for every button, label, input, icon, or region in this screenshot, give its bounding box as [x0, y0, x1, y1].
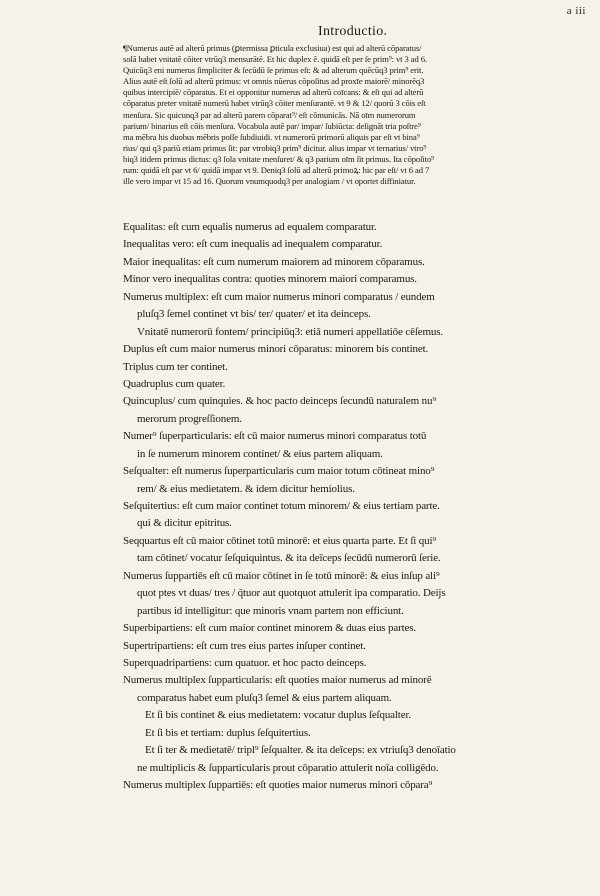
folio-signature: a iii [566, 5, 586, 17]
text-line: cōparatus preter vnitatē numerū habet vtrūq3 cōiter menſurantē. vt 9 & 12/ quorū 3 cōis eſt [123, 98, 426, 109]
definition-line: Numerus ſuppartiēs eſt cū maior cōtinet in ſe totū minorē: & eius inſup ali⁹ [123, 569, 440, 582]
definition-line: Quadruplus cum quater. [123, 377, 226, 390]
definition-line: Quincuplus/ cum quinquies. & hoc pacto deinceps ſecundū naturalem nu⁹ [123, 395, 437, 408]
definition-line: Seqquartus eſt cū maior cōtinet totū minorē: et eius quarta parte. Et ſi qui⁹ [123, 534, 437, 547]
text-line: menſura. Sic quicunq3 par ad alterū parem cōparat⁹/ eſt cōmunicās. Nā oīm numerorum [123, 109, 416, 120]
definition-line: Seſqualter: eſt numerus ſuperparticularis cum maior totum cōtineat mino⁹ [123, 465, 435, 478]
running-head: Introductio. [318, 24, 388, 39]
definition-line: in ſe numerum minorem continet/ & eius partem aliquam. [137, 447, 383, 460]
definition-line: Numerus multiplex ſuppartiēs: eſt quoties maior numerus minori cōpara⁹ [123, 779, 433, 791]
definition-line: Et ſi bis et tertiam: duplus ſeſquitertius. [145, 726, 311, 739]
definition-line: quot ptes vt duas/ tres / q̄tuor aut quotquot attulerit ipa comparatio. Deijs [137, 587, 446, 600]
definition-line: Duplus eſt cum maior numerus minori cōparatus: minorem bis continet. [123, 343, 429, 356]
introductory-paragraph [123, 43, 585, 187]
definition-line: Numer⁹ ſuperparticularis: eſt cū maior numerus minori comparatus totū [123, 430, 427, 443]
text-line: solā habet vnitatē cōiter vtrūq3 mensurātē. Et hic duplex ē. quidā eſt per ſe prim⁹: vt 3 ad 6. [123, 54, 427, 65]
definition-line: Superbipartiens: eſt cum maior continet minorem & duas eius partes. [123, 622, 416, 635]
text-line: rius/ qui q3 pariū etiam primus ſit: par vtrobiq3 prim⁹ dicitur. alius impar vt ternarius/ vtro⁹ [123, 142, 427, 153]
definition-line: Et ſi bis continet & eius medietatem: vocatur duplus ſeſqualter. [145, 709, 411, 722]
definition-line: Numerus multiplex ſupparticularis: eſt quoties maior numerus ad minorē [123, 674, 432, 687]
text-line: ille vero impar vt 15 ad 16. Quorum vnumquodq3 per analogiam / vt oportet diffiniatur. [123, 176, 416, 187]
definition-line: pluſq3 ſemel continet vt bis/ ter/ quater/ et ita deinceps. [137, 308, 371, 321]
text-line: parium/ binarius eſt cōis menſura. Vocabula autē par/ impar/ ſubiūcta: deſignāt tria poſtre⁹ [123, 120, 421, 131]
text-line: Quicūq3 eni numerus ſimpliciter & ſecūdū ſe primus eſt: & ad alterum quēcūq3 prim⁹ erit. [123, 65, 424, 76]
definition-line: merorum progreſſionem. [137, 412, 242, 425]
definition-line: Triplus cum ter continet. [123, 360, 228, 373]
definition-line: Seſquitertius: eſt cum maior continet totum minorem/ & eius tertiam parte. [123, 500, 440, 512]
definitions-list [123, 219, 589, 794]
definition-line: Et ſi ter & medietatē/ tripl⁹ ſeſqualter. & ita deīceps: ex vtriuſq3 denoīatio [145, 744, 456, 757]
definition-line: Supertripartiens: eſt cum tres eius partes inſuper continet. [123, 639, 366, 652]
definition-line: comparatus habet eum pluſq3 ſemel & eius partem aliquam. [137, 691, 392, 704]
definition-line: ne multiplicis & ſupparticularis prout cōparatio attulerit noīa colligēdo. [137, 761, 439, 774]
definition-line: Maior inequalitas: eſt cum numerum maiorem ad minorem cōparamus. [123, 255, 425, 268]
definition-line: partibus id intelligitur: que minoris vnam partem non efficiunt. [137, 604, 404, 617]
definition-line: Equalitas: eſt cum equalis numerus ad equalem comparatur. [123, 221, 377, 233]
text-line: biq3 itidem primus dictus: q3 ſola vnitate menſuret/ & q3 parium oīm ſit primus. Ita cōpoſito⁹ [123, 153, 435, 164]
definition-line: qui & dicitur epitritus. [137, 517, 232, 530]
definition-line: Vnitatē numerorū fontem/ principiūq3: etiā numeri appellatiōe cēſemus. [137, 325, 443, 338]
text-line: ¶Numerus autē ad alterū primus (ꝑtermissa ꝑticula exclusiua) est qui ad alterū cōparatus/ [123, 43, 422, 53]
text-line: ma mēbra his duobus mēbris poſſe ſubdiuidi. vt numerorū primorū aliquis par eſt vt bina⁹ [123, 131, 420, 142]
text-line: quibus intercipiē/ cōparatus. Et ei opponitur numerus ad alterū coīcans: & eſt qui ad alterū [123, 87, 424, 98]
text-line: Alius autē eſt ſolū ad alterū primus: vt omnis nūerus cōpoſitus ad proxīe maiorē/ minorēq3 [123, 76, 425, 87]
definition-line: tam cōtinet/ vocatur ſeſquiquintus. & ita deīceps ſecūdū numerorū ſerie. [137, 552, 441, 565]
definition-line: Superquadripartiens: cum quatuor. et hoc pacto deinceps. [123, 656, 367, 669]
text-line: rum: quidā eſt par vt 6/ quidā impar vt 9. Deniq3 ſolū ad alterū primoꝝ: hic par eſt/ vt 6 ad 7 [123, 165, 430, 176]
definition-line: Minor vero inequalitas contra: quoties minorem maiori comparamus. [123, 273, 417, 286]
definition-line: Inequalitas vero: eſt cum inequalis ad inequalem comparatur. [123, 238, 383, 251]
definition-line: rem/ & eius medietatem. & idem dicitur hemiolius. [137, 482, 355, 495]
definition-line: Numerus multiplex: eſt cum maior numerus minori comparatus / eundem [123, 290, 435, 303]
